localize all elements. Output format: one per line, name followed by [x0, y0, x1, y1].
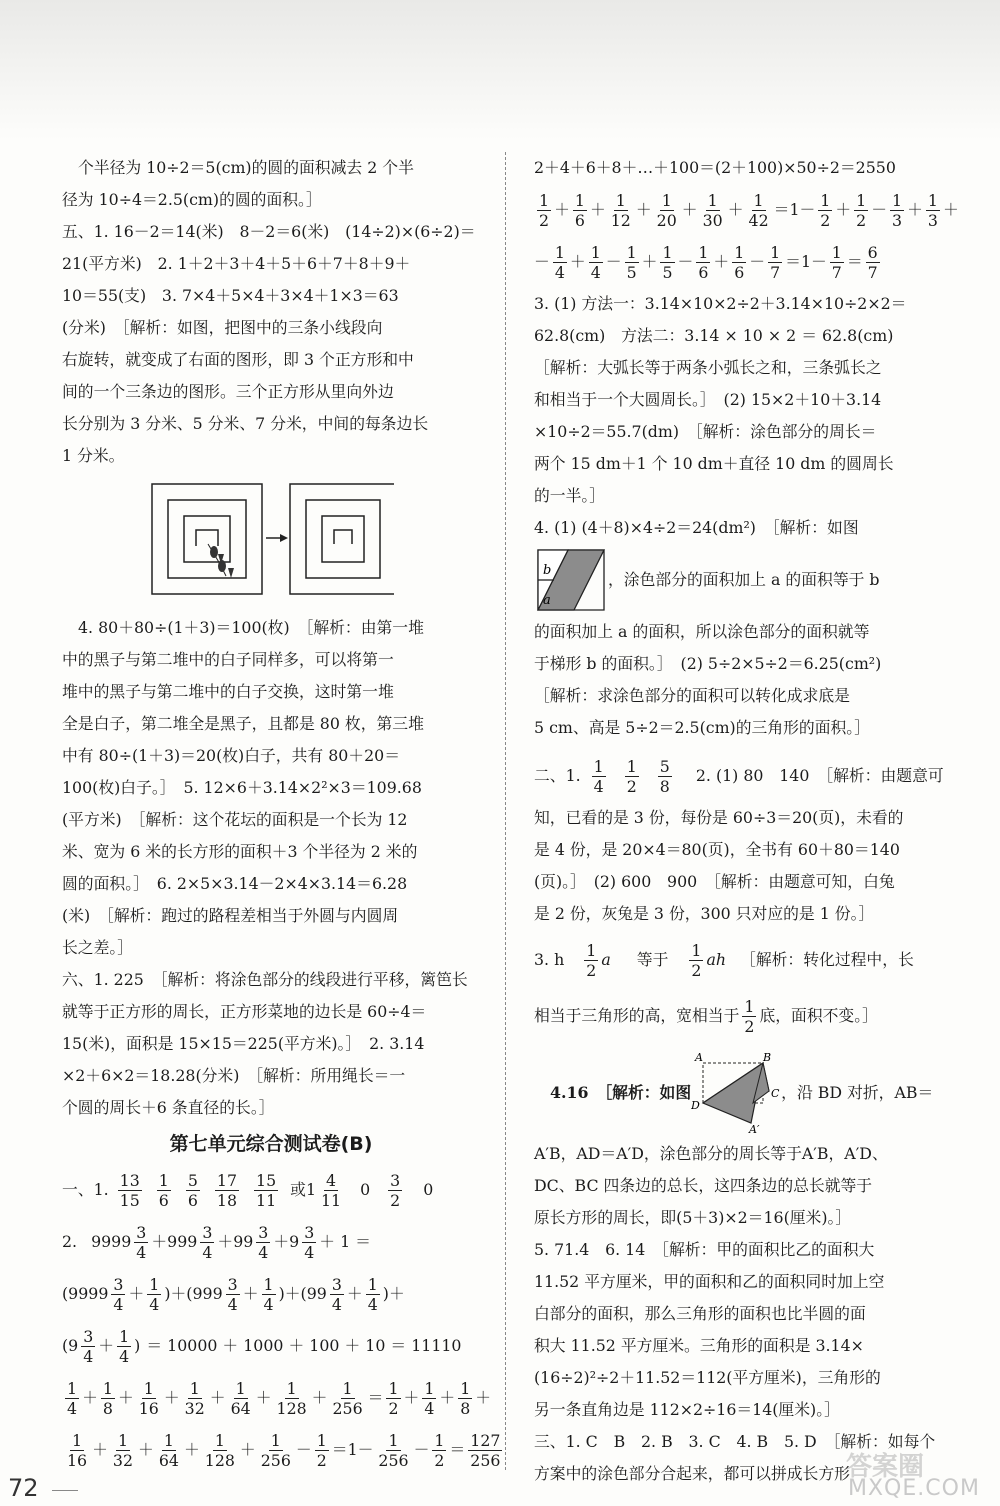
text-line: 4. (1) (4＋8)×4÷2＝24(dm²) ［解析：如图: [534, 518, 859, 537]
fraction: $\frac{1}{16}$: [67, 1430, 88, 1470]
operator: ＋: [255, 1388, 272, 1407]
fraction: $\frac{17}{18}$: [216, 1170, 238, 1210]
fraction: $\frac{1}{32}$: [112, 1430, 134, 1470]
e2-label: 二、1.: [534, 766, 581, 785]
fraction: $\frac{3}{4}$: [304, 1222, 315, 1262]
operator: －: [749, 252, 766, 271]
text-line: 圆的面积。］ 6. 2×5×3.14－2×4×3.14＝6.28: [62, 874, 408, 893]
operator: ＋: [727, 200, 744, 219]
answer-e2-row: [534, 750, 964, 802]
operator: ＋: [439, 1388, 456, 1407]
operator: ＋: [713, 252, 730, 271]
fraction: $\frac{1}{42}$: [748, 190, 769, 230]
text-line: 相当于三角形的高，宽相当于: [534, 1006, 740, 1025]
fraction: $\frac{1}{2}$: [856, 190, 867, 230]
text-line: 方案中的涂色部分合起来，都可以拼成长方形: [534, 1464, 850, 1483]
text-line: 2＋4＋6＋8＋…＋100＝(2＋100)×50÷2＝2550: [534, 158, 896, 177]
section-four-rest: [534, 616, 964, 744]
operator: ＝: [773, 200, 790, 219]
text-line: ，涂色部分的面积加上 a 的面积等于 b: [608, 570, 880, 589]
var-ah: ah: [706, 950, 727, 969]
fraction: $\frac{1}{30}$: [702, 190, 723, 230]
left-column: [62, 152, 501, 1476]
text-line: ［解析：大弧长等于两条小弧长之和，三条弧长之: [534, 358, 882, 377]
fraction: $\frac{1}{2}$: [744, 996, 755, 1036]
text-line: 中的黑子与第二堆中的白子同样多，可以将第一: [62, 650, 394, 669]
fraction: $\frac{6}{7}$: [867, 242, 878, 282]
section-six: [62, 964, 480, 1124]
fold-row: [534, 1048, 964, 1138]
fraction: $\frac{5}{6}$: [187, 1170, 198, 1210]
fraction: $\frac{1}{4}$: [554, 242, 565, 282]
text-line: 就等于正方形的周长，正方形菜地的边长是 60÷4＝: [62, 1002, 427, 1021]
text-line: 三、1. C B 2. B 3. C 4. B 5. D ［解析：如每个: [534, 1432, 936, 1451]
text-line: 3. (1) 方法一：3.14×10×2÷2＋3.14×10÷2×2＝: [534, 294, 907, 313]
text-line: 全是白子，第二堆全是黑子，且都是 80 枚，第三堆: [62, 714, 424, 733]
operator: ＋: [92, 1440, 108, 1459]
operator: ＋: [242, 1284, 259, 1303]
fraction: $\frac{3}{2}$: [390, 1170, 401, 1210]
operator: ＝: [785, 252, 801, 271]
plus-one: ＋ 1 ＝: [319, 1232, 371, 1251]
operator: ＝1－: [331, 1440, 374, 1459]
section-two-lines: [534, 802, 964, 930]
trapezoid-row: [534, 544, 964, 616]
watermark-logo: 答案圈: [846, 1452, 925, 1482]
fraction: $\frac{1}{2}$: [586, 940, 597, 980]
label-b: b: [543, 563, 552, 578]
text-line: ［解析：转化过程中，长: [740, 950, 914, 969]
label-B: B: [763, 1051, 772, 1064]
text-line: 五、1. 16－2＝14(米) 8－2＝6(米) (14÷2)×(6÷2)＝: [62, 222, 476, 241]
text-line: 5. 71.4 6. 14 ［解析：甲的面积比乙的面积大: [534, 1240, 875, 1259]
fraction: $\frac{3}{4}$: [227, 1274, 238, 1314]
fraction: $\frac{1}{4}$: [424, 1378, 435, 1418]
fraction: $\frac{3}{4}$: [113, 1274, 124, 1314]
text-line: (页)。］ (2) 600 900 ［解析：由题意可知，白兔: [534, 872, 895, 891]
operator: ＋: [835, 200, 852, 219]
operator: ＝: [449, 1440, 466, 1459]
text-line: 是 2 份，灰兔是 3 份，300 只对应的是 1 份。］: [534, 904, 875, 923]
operator: ＋: [117, 1388, 134, 1407]
text-line: 长分别为 3 分米、5 分米、7 分米，中间的每条边长: [62, 414, 429, 433]
operator: ＋: [284, 1284, 301, 1303]
operator: ＋: [907, 200, 923, 219]
text-line: 1 分米。: [62, 446, 125, 465]
fraction: $\frac{1}{4}$: [67, 1378, 78, 1418]
q1-label: 一、1.: [62, 1180, 109, 1199]
equal-text: 等于: [636, 950, 669, 969]
text-line: (分米) ［解析：如图，把图中的三条小线段向: [62, 318, 383, 337]
paren: ): [134, 1336, 141, 1355]
operator: ＋: [388, 1284, 405, 1303]
text-line: 4. 80＋80÷(1＋3)＝100(枚) ［解析：由第一堆: [78, 618, 424, 637]
fraction: $\frac{3}{4}$: [331, 1274, 342, 1314]
operator: 1－: [789, 200, 816, 219]
fraction: $\frac{1}{256}$: [378, 1430, 409, 1470]
fraction: $\frac{1}{2}$: [316, 1430, 327, 1470]
var-a: a: [601, 950, 611, 969]
text-line: 另一条直角边是 112×2÷16＝14(厘米)。］: [534, 1400, 840, 1419]
fraction: $\frac{1}{7}$: [770, 242, 781, 282]
text-line: 原长方形的周长，即(5＋3)×2＝16(厘米)。］: [534, 1208, 852, 1227]
fraction: $\frac{1}{4}$: [590, 242, 601, 282]
operator: ＋: [554, 200, 570, 219]
mixed-number: 1 $\frac{4}{11}$: [305, 1170, 342, 1210]
label-A: A: [695, 1051, 704, 1064]
label-D: D: [691, 1099, 700, 1112]
fraction: $\frac{1}{6}$: [158, 1170, 169, 1210]
whole-number: 99: [306, 1284, 327, 1303]
text-line: 的面积加上 a 的面积，所以涂色部分的面积就等: [534, 622, 870, 641]
text-line: 知，已看的是 3 份，每份是 60÷3＝20(页)，未看的: [534, 808, 904, 827]
q3-row-2: [534, 990, 964, 1042]
fraction: $\frac{1}{8}$: [102, 1378, 113, 1418]
fraction-sum-row-2: [534, 236, 964, 288]
fraction: $\frac{1}{2}$: [820, 190, 831, 230]
operator: ＋: [589, 200, 606, 219]
paren: ): [278, 1284, 285, 1303]
whole-number: 999: [192, 1284, 223, 1303]
text-line: 4.16 ［解析：如图: [550, 1083, 692, 1102]
fraction: $\frac{1}{4}$: [367, 1274, 378, 1314]
fraction: $\frac{1}{64}$: [158, 1430, 179, 1470]
operator: ＋: [151, 1232, 168, 1251]
operator: ＋: [128, 1284, 145, 1303]
page-number-rule: [52, 1490, 78, 1491]
q2-row-1: [62, 1216, 480, 1268]
fraction-sum-row: [534, 184, 964, 236]
whole-number: 9999: [91, 1232, 132, 1251]
operator: ＋: [183, 1440, 200, 1459]
fraction: $\frac{1}{128}$: [276, 1378, 307, 1418]
text-line: 10＝55(支) 3. 7×4＋5×4＋3×4＋1×3＝63: [62, 286, 399, 305]
fraction: $\frac{127}{256}$: [470, 1430, 501, 1470]
operator: －: [534, 252, 550, 271]
column-divider: [505, 152, 507, 1470]
fraction: $\frac{1}{5}$: [662, 242, 673, 282]
fraction: $\frac{3}{4}$: [136, 1222, 147, 1262]
watermark: MXQE.COM: [848, 1476, 980, 1501]
text-line: 堆中的黑子与第二堆中的白子交换，这时第一堆: [62, 682, 394, 701]
fraction: $\frac{3}{4}$: [258, 1222, 269, 1262]
operator: －: [413, 1440, 430, 1459]
text-line: 11.52 平方厘米，甲的面积和乙的面积同时加上空: [534, 1272, 885, 1291]
fraction: $\frac{15}{11}$: [256, 1170, 277, 1210]
result: ＝ 10000 ＋ 1000 ＋ 100 ＋ 10 ＝ 11110: [146, 1336, 462, 1355]
text-line: 个半径为 10÷2＝5(cm)的圆的面积减去 2 个半: [78, 158, 414, 177]
text-line: 两个 15 dm＋1 个 10 dm＋直径 10 dm 的圆周长: [534, 454, 894, 473]
or-text: 或: [290, 1180, 306, 1199]
text-line: 积大 11.52 平方厘米。三角形的面积是 3.14×: [534, 1336, 864, 1355]
section-five: [62, 216, 480, 472]
text-line: ［解析：求涂色部分的面积可以转化成求底是: [534, 686, 850, 705]
answer-q1-row: [62, 1164, 480, 1216]
unit-test-heading: 第七单元综合测试卷(B): [169, 1133, 373, 1155]
fraction: $\frac{1}{3}$: [927, 190, 938, 230]
text-line: 个圆的周长＋6 条直径的长。］: [62, 1098, 275, 1117]
text-line: 间的一个三条边的图形。三个正方形从里向外边: [62, 382, 394, 401]
paren: (: [186, 1284, 193, 1303]
fraction: $\frac{1}{6}$: [698, 242, 709, 282]
text-line: 2. (1) 80 140 ［解析：由题意可: [695, 766, 944, 785]
fraction: $\frac{1}{4}$: [263, 1274, 274, 1314]
fraction: $\frac{1}{2}$: [539, 190, 550, 230]
paren: (: [62, 1336, 69, 1355]
fraction: $\frac{1}{2}$: [434, 1430, 445, 1470]
fraction: $\frac{3}{4}$: [202, 1222, 213, 1262]
text-line: 长之差。］: [62, 938, 134, 957]
label-A-prime: A′: [749, 1123, 760, 1135]
value-zero: 0: [423, 1180, 434, 1199]
fraction: $\frac{1}{256}$: [332, 1378, 363, 1418]
fraction: $\frac{3}{4}$: [83, 1326, 94, 1366]
operator: ＋: [217, 1232, 234, 1251]
q2-label: 2.: [62, 1232, 78, 1251]
operator: ＋: [681, 200, 698, 219]
fraction: $\frac{1}{5}$: [626, 242, 637, 282]
rectangle-fold-figure: [691, 1051, 781, 1135]
right-column: [534, 152, 964, 1490]
whole-number: 9: [68, 1336, 79, 1355]
operator: ＝: [846, 252, 863, 271]
operator: ＋: [138, 1440, 154, 1459]
text-line: ×10÷2＝55.7(dm) ［解析：涂色部分的周长＝: [534, 422, 877, 441]
square-spiral-figure: [62, 480, 480, 604]
operator: 1－: [800, 252, 827, 271]
q2-row-3: [62, 1320, 480, 1372]
whole-number: 9: [289, 1232, 300, 1251]
text-line: ，沿 BD 对折，AB＝: [781, 1083, 934, 1102]
trapezoid-figure: [534, 546, 608, 614]
text-line: 径为 10÷4＝2.5(cm)的圆的面积。］: [62, 190, 322, 209]
text-line: 米、宽为 6 米的长方形的面积＋3 个半径为 2 米的: [62, 842, 418, 861]
operator: ＋: [311, 1388, 328, 1407]
fraction: $\frac{1}{12}$: [610, 190, 631, 230]
paren: (: [300, 1284, 307, 1303]
fraction: $\frac{1}{4}$: [593, 756, 604, 796]
label-C: C: [771, 1087, 780, 1100]
page-top-shadow: [0, 0, 1000, 140]
operator: －: [677, 252, 694, 271]
text-line: (平方米) ［解析：这个花坛的面积是一个长为 12: [62, 810, 408, 829]
text-line: 底，面积不变。］: [759, 1006, 878, 1025]
text-line: 白部分的面积，那么三角形的面积也比半圆的面: [534, 1304, 866, 1323]
fraction: $\frac{1}{2}$: [626, 756, 637, 796]
fraction: $\frac{1}{20}$: [656, 190, 677, 230]
operator: ＋: [163, 1388, 180, 1407]
operator: ＋: [98, 1336, 115, 1355]
fraction: $\frac{1}{2}$: [388, 1378, 399, 1418]
fraction: $\frac{1}{2}$: [691, 940, 702, 980]
fraction: $\frac{1}{6}$: [734, 242, 745, 282]
operator: ＋: [82, 1388, 98, 1407]
whole-number: 99: [233, 1232, 254, 1251]
operator: ＋: [403, 1388, 420, 1407]
paren: (: [62, 1284, 69, 1303]
operator: ＋: [641, 252, 658, 271]
operator: ＋: [170, 1284, 187, 1303]
text-line: 和相当于一个大圆周长。］ (2) 15×2＋10＋3.14: [534, 390, 882, 409]
text-line: DC、BC 四条边的总长，这四条边的总长就等于: [534, 1176, 873, 1195]
operator: ＋: [635, 200, 652, 219]
page-number: 72: [8, 1474, 39, 1502]
operator: ＋: [346, 1284, 363, 1303]
q3-row: [534, 934, 964, 986]
text-line: 62.8(cm) 方法二：3.14 × 10 × 2 ＝ 62.8(cm): [534, 326, 894, 345]
operator: ＋: [209, 1388, 226, 1407]
section-three: [534, 288, 964, 512]
operator: ＋: [273, 1232, 290, 1251]
paren: ): [382, 1284, 389, 1303]
section-four-lines: [534, 1138, 964, 1426]
value-zero: 0: [360, 1180, 371, 1199]
operator: ＝: [367, 1388, 384, 1407]
operator: －: [605, 252, 622, 271]
whole-number: 9999: [68, 1284, 109, 1303]
fraction: $\frac{1}{128}$: [204, 1430, 235, 1470]
fraction: $\frac{1}{256}$: [260, 1430, 291, 1470]
fraction: $\frac{13}{15}$: [119, 1170, 140, 1210]
label-a: a: [543, 593, 551, 608]
operator: ＋: [239, 1440, 256, 1459]
text-line: 中有 80÷(1＋3)＝20(枚)白子，共有 80＋20＝: [62, 746, 400, 765]
q3-label: 3. h: [534, 950, 565, 969]
operator: －: [295, 1440, 312, 1459]
operator: ＋: [475, 1388, 492, 1407]
fraction: $\frac{1}{8}$: [460, 1378, 471, 1418]
text-line: 100(枚)白子。］ 5. 12×6＋3.14×2²×3＝109.68: [62, 778, 422, 797]
fraction: $\frac{1}{32}$: [184, 1378, 205, 1418]
text-line: 15(米)，面积是 15×15＝225(平方米)。］ 2. 3.14: [62, 1034, 425, 1053]
fraction: $\frac{5}{8}$: [659, 756, 670, 796]
fraction: $\frac{1}{4}$: [119, 1326, 130, 1366]
operator: ＋: [569, 252, 586, 271]
fraction: $\frac{1}{64}$: [230, 1378, 251, 1418]
fraction: $\frac{1}{4}$: [149, 1274, 160, 1314]
text-line: 是 4 份，是 20×4＝80(页)，全书有 60＋80＝140: [534, 840, 900, 859]
fraction: $\frac{1}{16}$: [138, 1378, 159, 1418]
spiral-diagram: [148, 480, 394, 600]
text-line: 六、1. 225 ［解析：将涂色部分的线段进行平移，篱笆长: [62, 970, 468, 989]
text-line: 于梯形 b 的面积。］ (2) 5÷2×5÷2＝6.25(cm²): [534, 654, 882, 673]
whole-number: 999: [167, 1232, 198, 1251]
sum-row-2: [62, 1424, 501, 1476]
fraction: $\frac{1}{6}$: [574, 190, 585, 230]
text-line: ×2＋6×2＝18.28(分米) ［解析：所用绳长＝一: [62, 1066, 406, 1085]
text-line: (米) ［解析：跑过的路程差相当于外圆与内圆周: [62, 906, 399, 925]
q2-row-2: [62, 1268, 480, 1320]
text-line: 右旋转，就变成了右面的图形，即 3 个正方形和中: [62, 350, 414, 369]
operator: －: [871, 200, 888, 219]
fraction: $\frac{1}{3}$: [892, 190, 903, 230]
paren: ): [164, 1284, 171, 1303]
text-line: A′B，AD＝A′D，涂色部分的周长等于A′B，A′D、: [534, 1144, 888, 1163]
text-line: (16÷2)²÷2＋11.52＝112(平方厘米)，三角形的: [534, 1368, 881, 1387]
text-line: 5 cm、高是 5÷2＝2.5(cm)的三角形的面积。］: [534, 718, 870, 737]
section-five-continued: [62, 612, 480, 964]
operator: ＋: [942, 200, 959, 219]
fraction: $\frac{1}{7}$: [831, 242, 842, 282]
sum-row-1: [62, 1372, 492, 1424]
text-line: 的一半。］: [534, 486, 606, 505]
text-line: 21(平方米) 2. 1＋2＋3＋4＋5＋6＋7＋8＋9＋: [62, 254, 411, 273]
